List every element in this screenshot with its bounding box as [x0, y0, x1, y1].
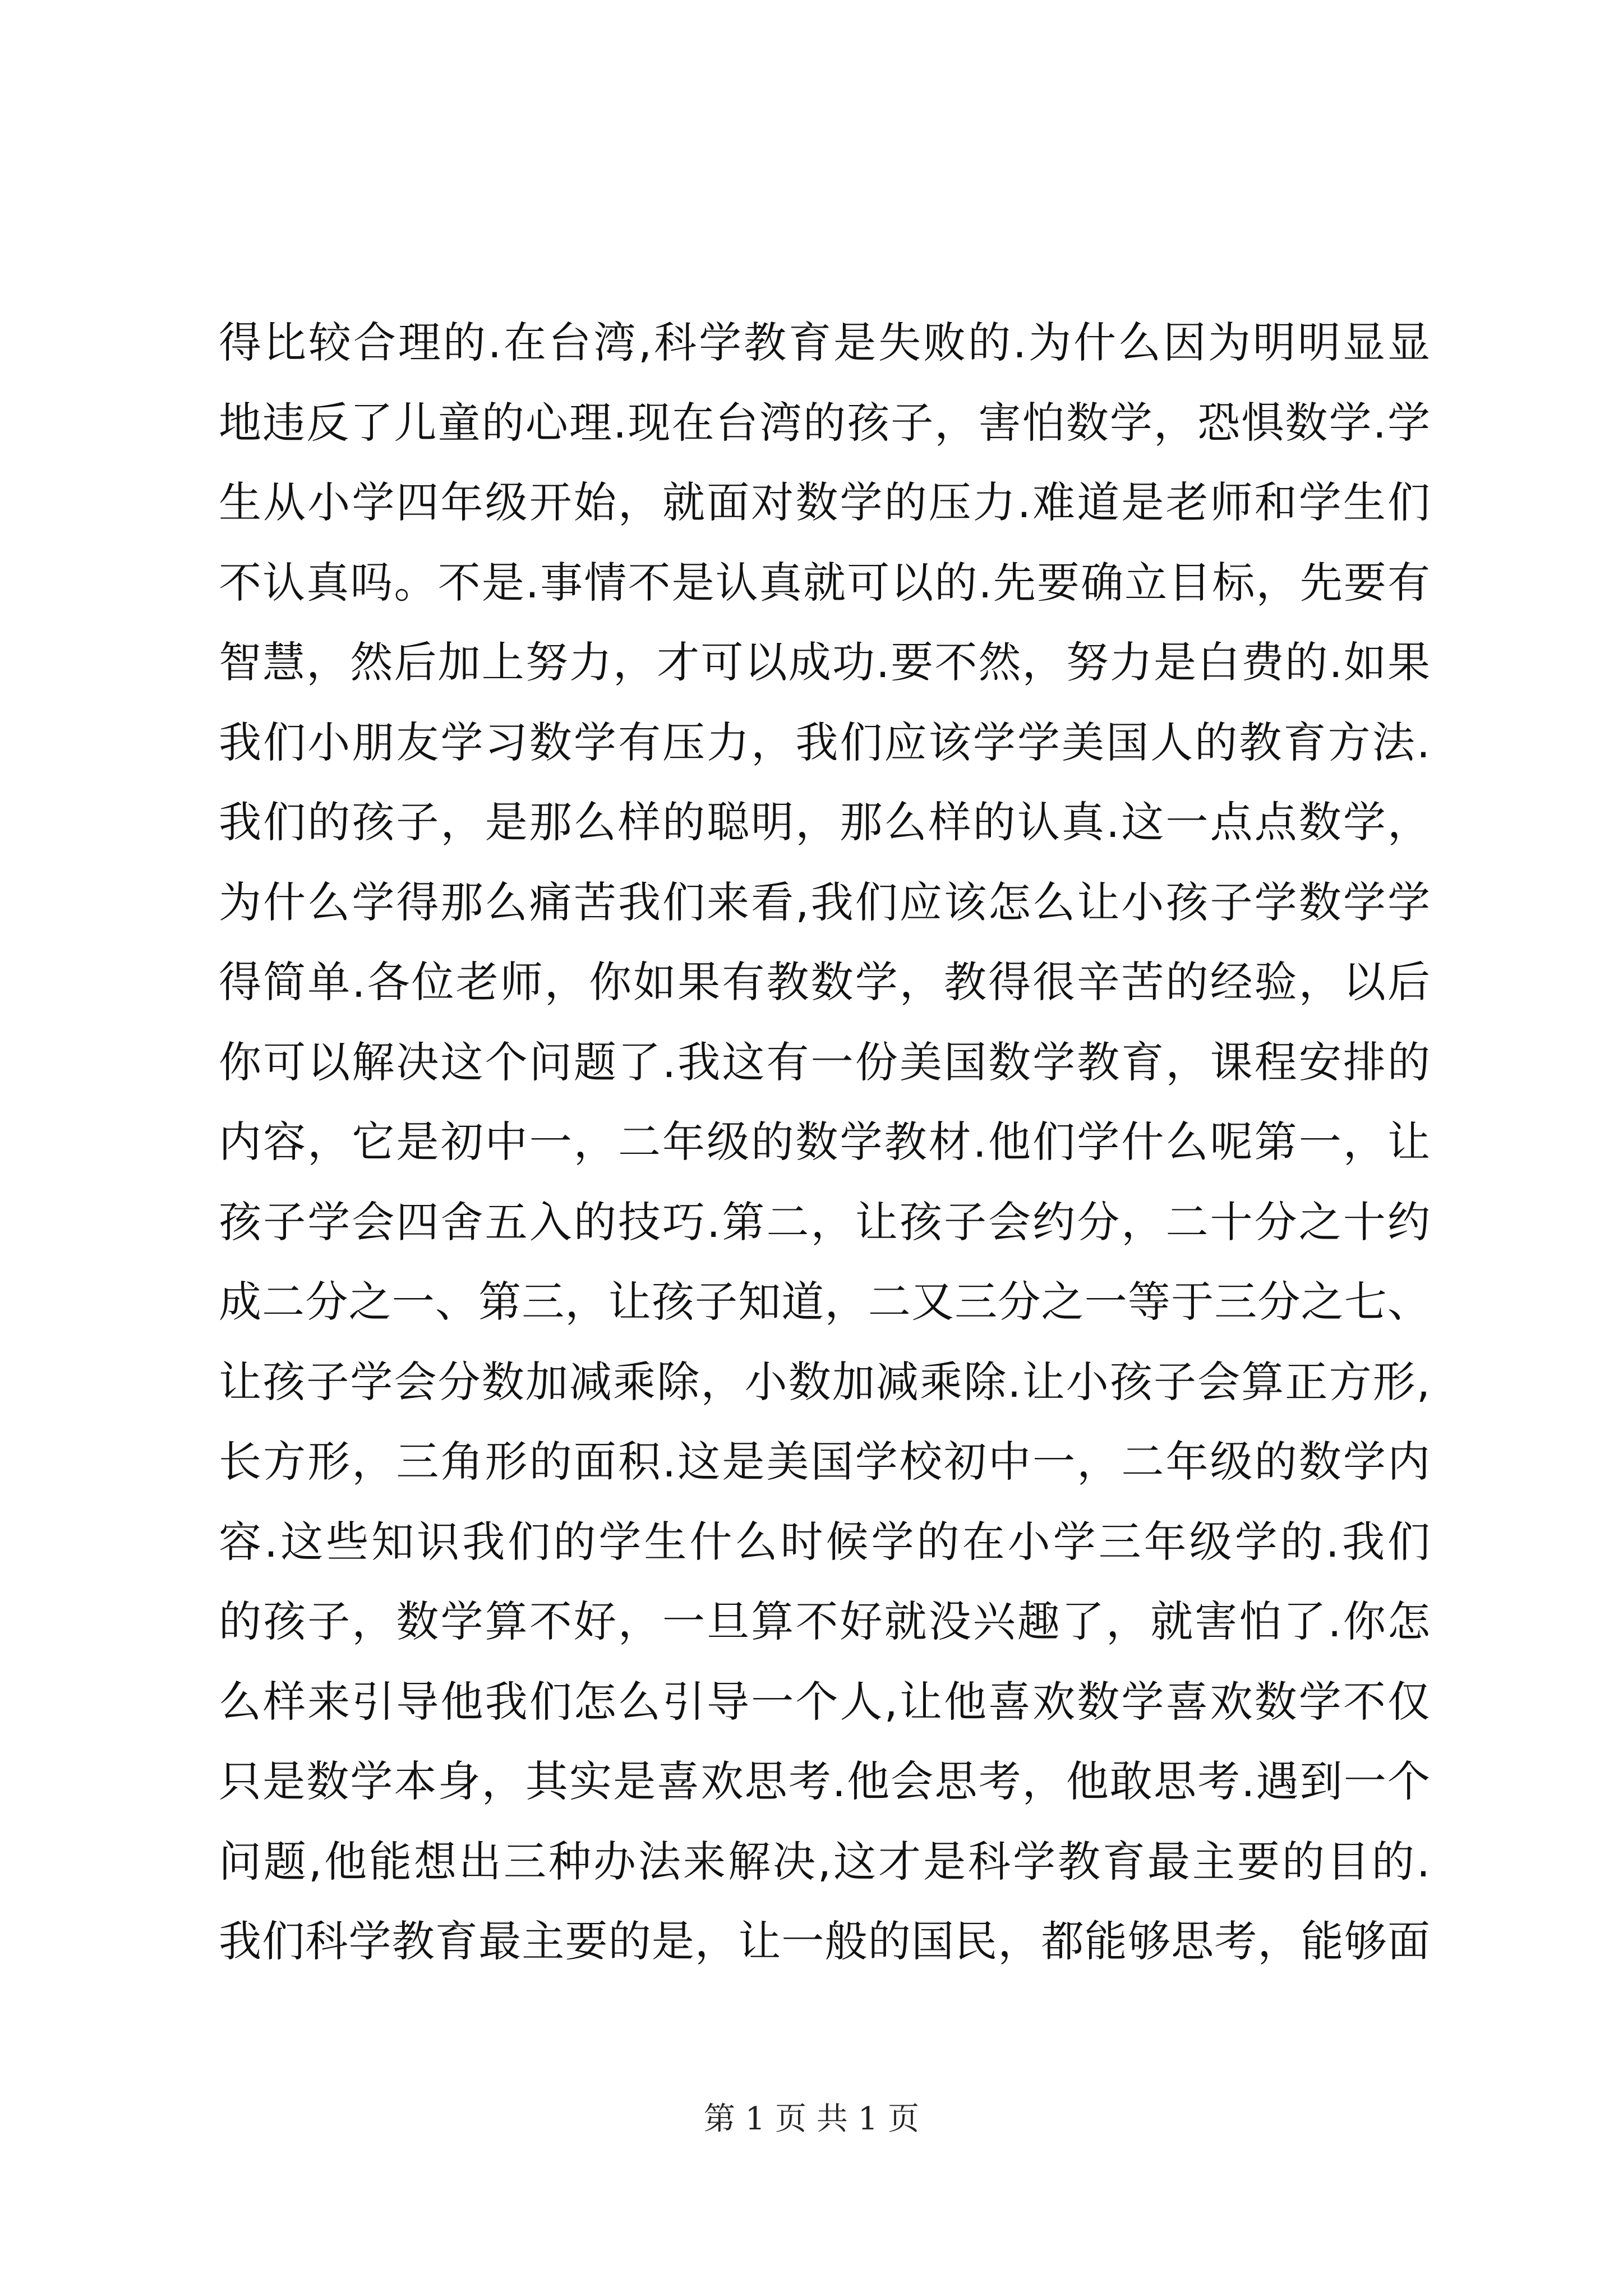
text-line: 我们科学教育最主要的是，让一般的国民，都能够思考，能够面	[219, 1916, 1430, 1966]
text-line: 地违反了儿童的心理.现在台湾的孩子，害怕数学，恐惧数学.学	[219, 397, 1430, 448]
text-line: 只是数学本身，其实是喜欢思考.他会思考，他敢思考.遇到一个	[219, 1756, 1430, 1806]
text-line: 为什么学得那么痛苦我们来看,我们应该怎么让小孩子学数学学	[219, 877, 1430, 927]
text-line: 孩子学会四舍五入的技巧.第二，让孩子会约分，二十分之十约	[219, 1197, 1430, 1247]
text-line: 得比较合理的.在台湾,科学教育是失败的.为什么因为明明显显	[219, 318, 1430, 367]
text-line: 智慧，然后加上努力，才可以成功.要不然，努力是白费的.如果	[219, 637, 1430, 687]
text-line: 长方形，三角形的面积.这是美国学校初中一，二年级的数学内	[219, 1437, 1430, 1487]
text-line: 你可以解决这个问题了.我这有一份美国数学教育，课程安排的	[219, 1037, 1430, 1087]
text-line: 我们的孩子，是那么样的聪明，那么样的认真.这一点点数学，	[219, 797, 1430, 847]
text-line: 问题,他能想出三种办法来解决,这才是科学教育最主要的目的.	[219, 1836, 1430, 1887]
text-line: 不认真吗。不是.事情不是认真就可以的.先要确立目标，先要有	[219, 557, 1430, 608]
page-footer: 第 1 页 共 1 页	[703, 2101, 920, 2137]
text-line: 么样来引导他我们怎么引导一个人,让他喜欢数学喜欢数学不仅	[219, 1676, 1430, 1727]
text-line: 得简单.各位老师，你如果有教数学，教得很辛苦的经验，以后	[219, 957, 1430, 1007]
body-text	[219, 303, 1430, 1982]
text-line: 的孩子，数学算不好，一旦算不好就没兴趣了，就害怕了.你怎	[219, 1596, 1430, 1646]
text-line: 让孩子学会分数加减乘除，小数加减乘除.让小孩子会算正方形,	[219, 1356, 1430, 1407]
text-line: 我们小朋友学习数学有压力，我们应该学学美国人的教育方法.	[219, 717, 1430, 767]
text-line: 成二分之一、第三，让孩子知道，二又三分之一等于三分之七、	[219, 1277, 1430, 1327]
text-line: 容.这些知识我们的学生什么时候学的在小学三年级学的.我们	[219, 1516, 1430, 1567]
text-line: 内容，它是初中一，二年级的数学教材.他们学什么呢第一，让	[219, 1117, 1430, 1167]
text-line: 生从小学四年级开始，就面对数学的压力.难道是老师和学生们	[219, 477, 1430, 527]
